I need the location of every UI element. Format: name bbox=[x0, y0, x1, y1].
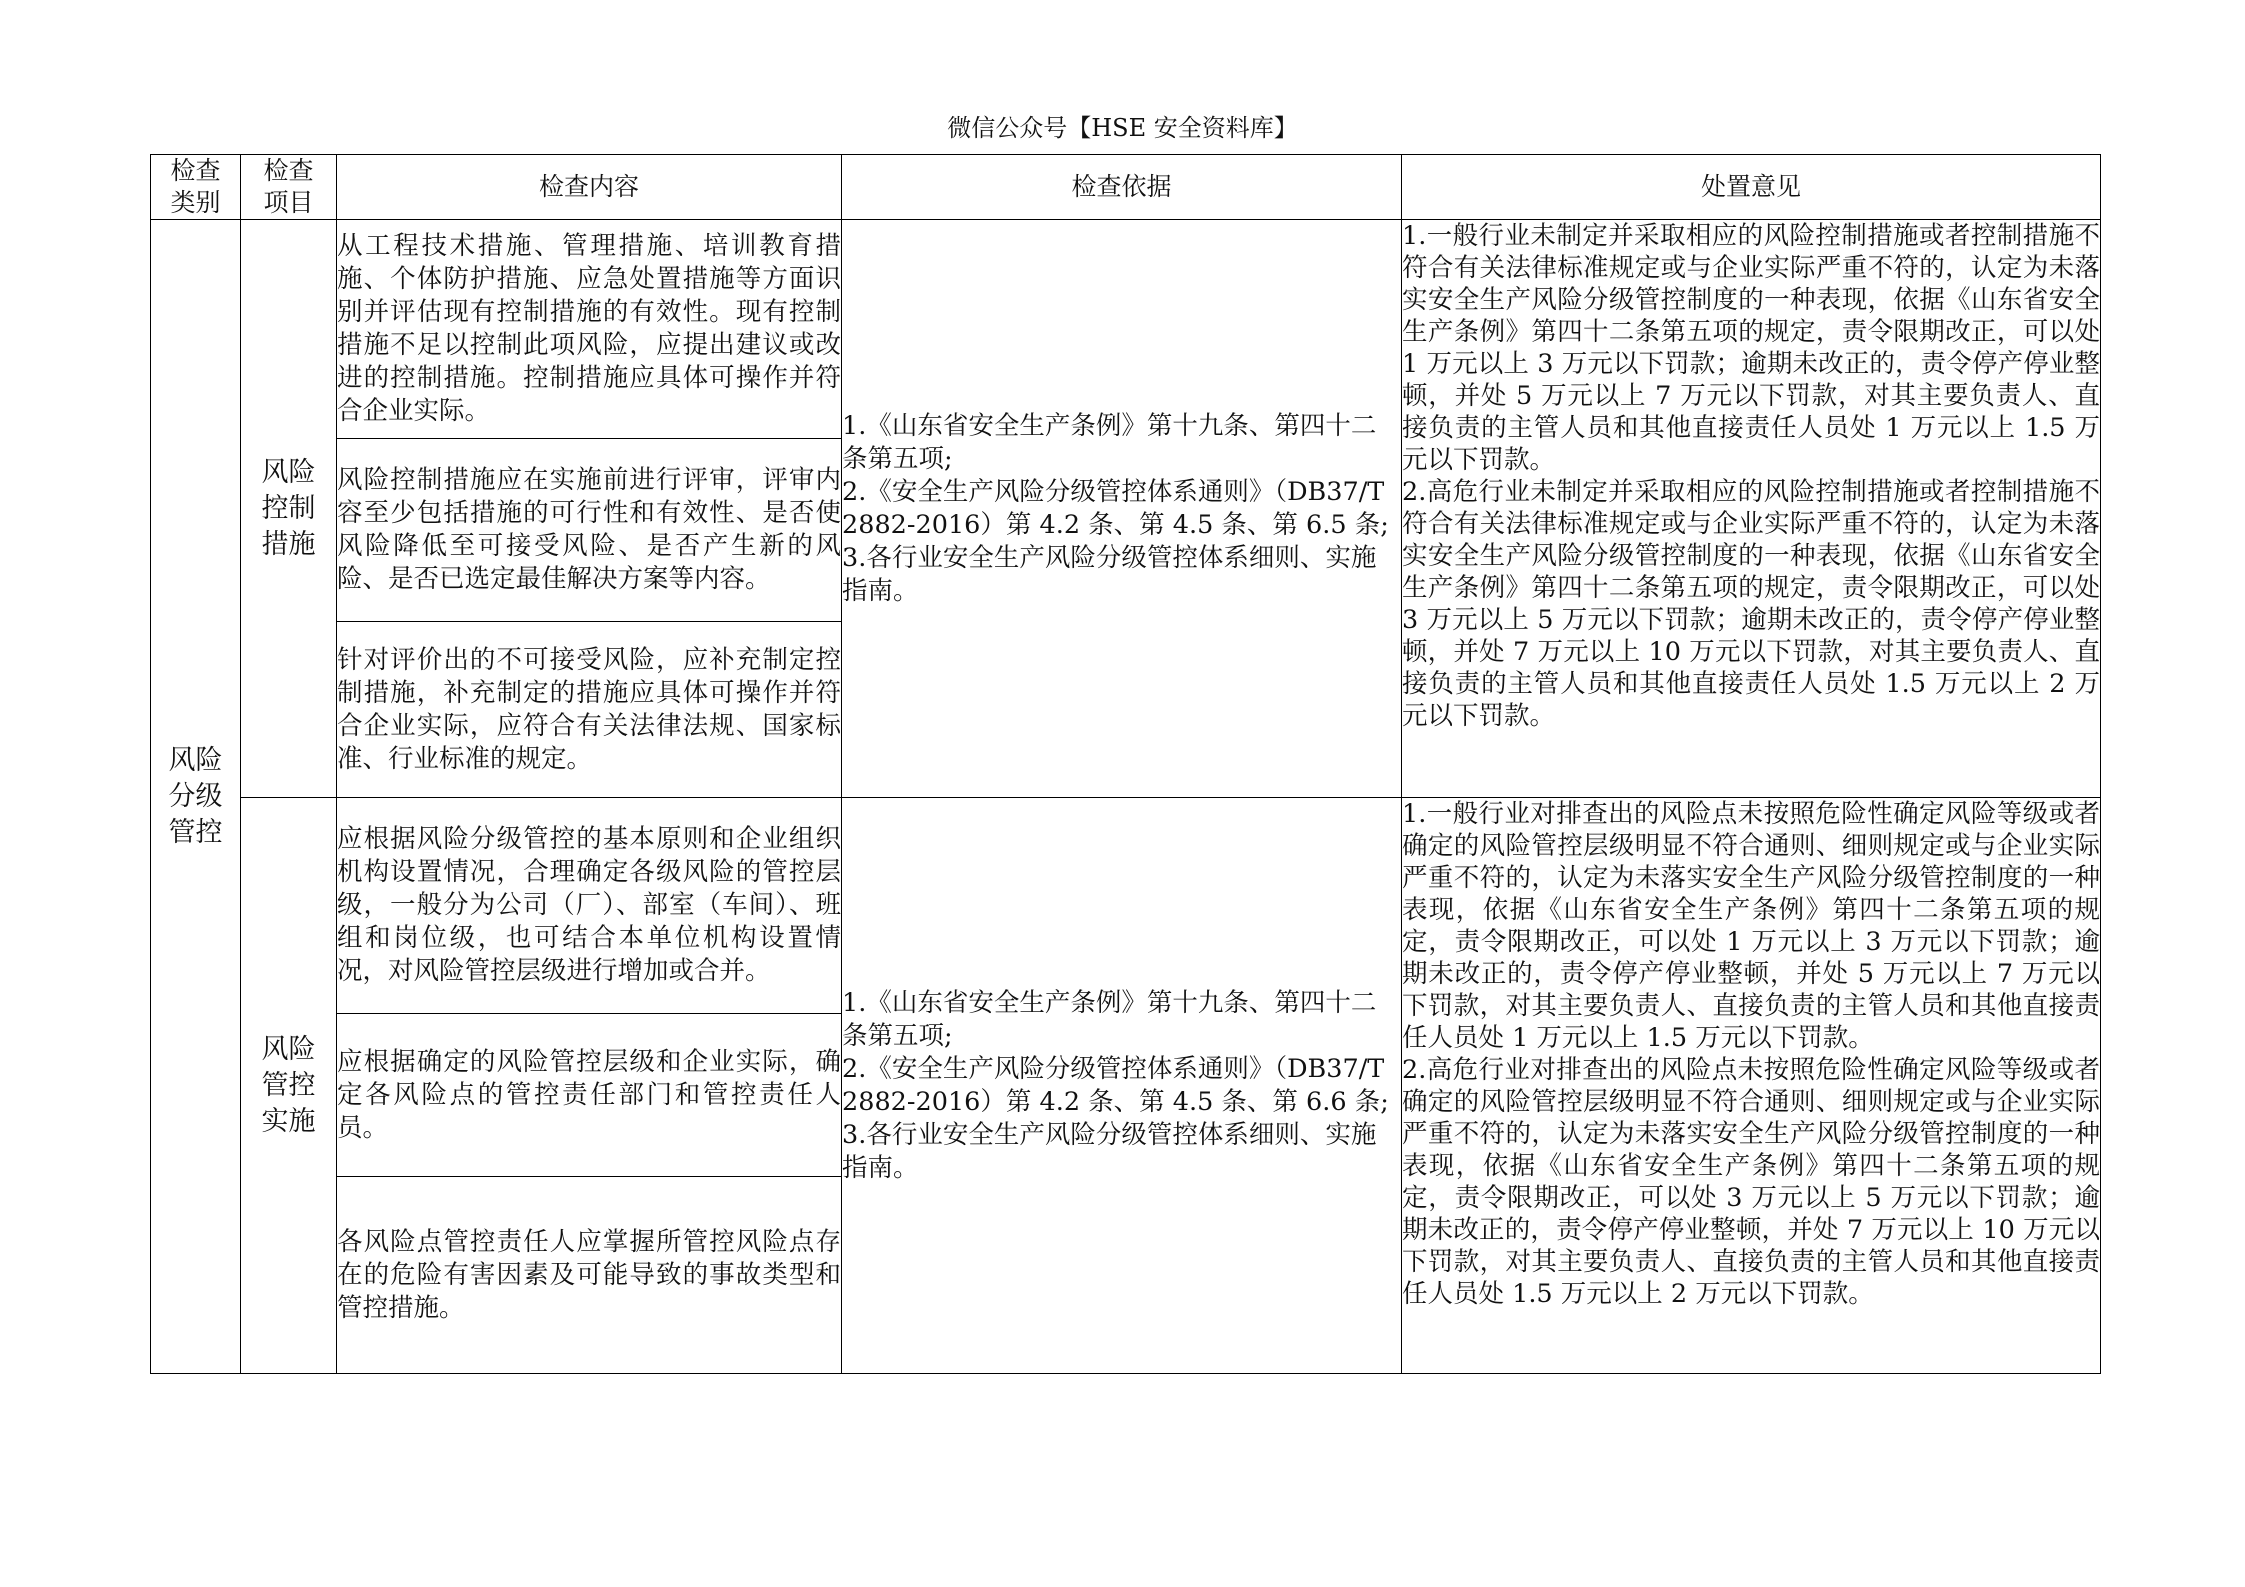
header-opinion: 处置意见 bbox=[1402, 155, 2101, 220]
basis-cell bbox=[842, 220, 1402, 798]
basis-item: 3.各行业安全生产风险分级管控体系细则、实施指南。 bbox=[842, 1119, 1377, 1183]
basis-item: 3.各行业安全生产风险分级管控体系细则、实施指南。 bbox=[842, 542, 1377, 606]
header-content: 检查内容 bbox=[337, 155, 842, 220]
opinion-item: 1.一般行业对排查出的风险点未按照危险性确定风险等级或者确定的风险管控层级明显不符合通则、细则规定或与企业实际严重不符的，认定为未落实安全生产风险分级管控制度的一种表现，依据《山东省安全生产条例》第四十二条第五项的规定，责令限期改正，可以处 1 万元以上 3 万元以下罚款；逾期未改正的，责令停产停业整顿，并处 5 万元以上 7 万元以下罚款，对其主要负责人、直接负责的主管人员和其他直接责任人员处 1 万元以上 1.5 万元以下罚款。 bbox=[1402, 799, 2100, 1053]
inspection-table bbox=[150, 154, 2101, 1374]
opinion-item: 2.高危行业对排查出的风险点未按照危险性确定风险等级或者确定的风险管控层级明显不符合通则、细则规定或与企业实际严重不符的，认定为未落实安全生产风险分级管控制度的一种表现，依据《山东省安全生产条例》第四十二条第五项的规定，责令限期改正，可以处 3 万元以上 5 万元以下罚款；逾期未改正的，责令停产停业整顿，并处 7 万元以上 10 万元以下罚款，对其主要负责人、直接负责的主管人员和其他直接责任人员处 1.5 万元以上 2 万元以下罚款。 bbox=[1402, 1055, 2100, 1309]
basis-cell bbox=[842, 798, 1402, 1374]
item-cell-risk-control: 风险 控制 措施 bbox=[241, 220, 337, 798]
header-item: 检查 项目 bbox=[241, 155, 337, 220]
page-header-watermark: 微信公众号【HSE 安全资料库】 bbox=[947, 114, 1298, 142]
item-cell-risk-implementation: 风险 管控 实施 bbox=[241, 798, 337, 1374]
content-cell: 应根据风险分级管控的基本原则和企业组织机构设置情况，合理确定各级风险的管控层级，一般分为公司（厂）、部室（车间）、班组和岗位级，也可结合本单位机构设置情况，对风险管控层级进行增加或合并。 bbox=[337, 798, 842, 1014]
table-row bbox=[151, 220, 2101, 439]
basis-item: 2.《安全生产风险分级管控体系通则》（DB37/T 2882-2016）第 4.2 条、第 4.5 条、第 6.6 条; bbox=[842, 1053, 1389, 1117]
header-basis: 检查依据 bbox=[842, 155, 1402, 220]
category-cell: 风险 分级 管控 bbox=[151, 220, 241, 1374]
opinion-item: 1.一般行业未制定并采取相应的风险控制措施或者控制措施不符合有关法律标准规定或与企业实际严重不符的，认定为未落实安全生产风险分级管控制度的一种表现，依据《山东省安全生产条例》第四十二条第五项的规定，责令限期改正，可以处 1 万元以上 3 万元以下罚款；逾期未改正的，责令停产停业整顿，并处 5 万元以上 7 万元以下罚款，对其主要负责人、直接负责的主管人员和其他直接责任人员处 1 万元以上 1.5 万元以下罚款。 bbox=[1402, 221, 2100, 475]
content-cell: 从工程技术措施、管理措施、培训教育措施、个体防护措施、应急处置措施等方面识别并评估现有控制措施的有效性。现有控制措施不足以控制此项风险，应提出建议或改进的控制措施。控制措施应具体可操作并符合企业实际。 bbox=[337, 220, 842, 439]
content-cell: 风险控制措施应在实施前进行评审，评审内容至少包括措施的可行性和有效性、是否使风险降低至可接受风险、是否产生新的风险、是否已选定最佳解决方案等内容。 bbox=[337, 439, 842, 622]
opinion-cell bbox=[1402, 220, 2101, 798]
basis-item: 2.《安全生产风险分级管控体系通则》（DB37/T 2882-2016）第 4.2 条、第 4.5 条、第 6.5 条; bbox=[842, 476, 1389, 540]
basis-item: 1.《山东省安全生产条例》第十九条、第四十二条第五项; bbox=[842, 987, 1377, 1051]
header-category: 检查 类别 bbox=[151, 155, 241, 220]
content-cell: 针对评价出的不可接受风险，应补充制定控制措施，补充制定的措施应具体可操作并符合企业实际，应符合有关法律法规、国家标准、行业标准的规定。 bbox=[337, 622, 842, 798]
opinion-cell bbox=[1402, 798, 2101, 1374]
content-cell: 应根据确定的风险管控层级和企业实际，确定各风险点的管控责任部门和管控责任人员。 bbox=[337, 1014, 842, 1177]
table-header-row bbox=[151, 155, 2101, 220]
opinion-item: 2.高危行业未制定并采取相应的风险控制措施或者控制措施不符合有关法律标准规定或与企业实际严重不符的，认定为未落实安全生产风险分级管控制度的一种表现，依据《山东省安全生产条例》第四十二条第五项的规定，责令限期改正，可以处 3 万元以上 5 万元以下罚款；逾期未改正的，责令停产停业整顿，并处 7 万元以上 10 万元以下罚款，对其主要负责人、直接负责的主管人员和其他直接责任人员处 1.5 万元以上 2 万元以下罚款。 bbox=[1402, 477, 2100, 731]
content-cell: 各风险点管控责任人应掌握所管控风险点存在的危险有害因素及可能导致的事故类型和管控措施。 bbox=[337, 1177, 842, 1374]
basis-item: 1.《山东省安全生产条例》第十九条、第四十二条第五项; bbox=[842, 410, 1377, 474]
table-row bbox=[151, 798, 2101, 1014]
